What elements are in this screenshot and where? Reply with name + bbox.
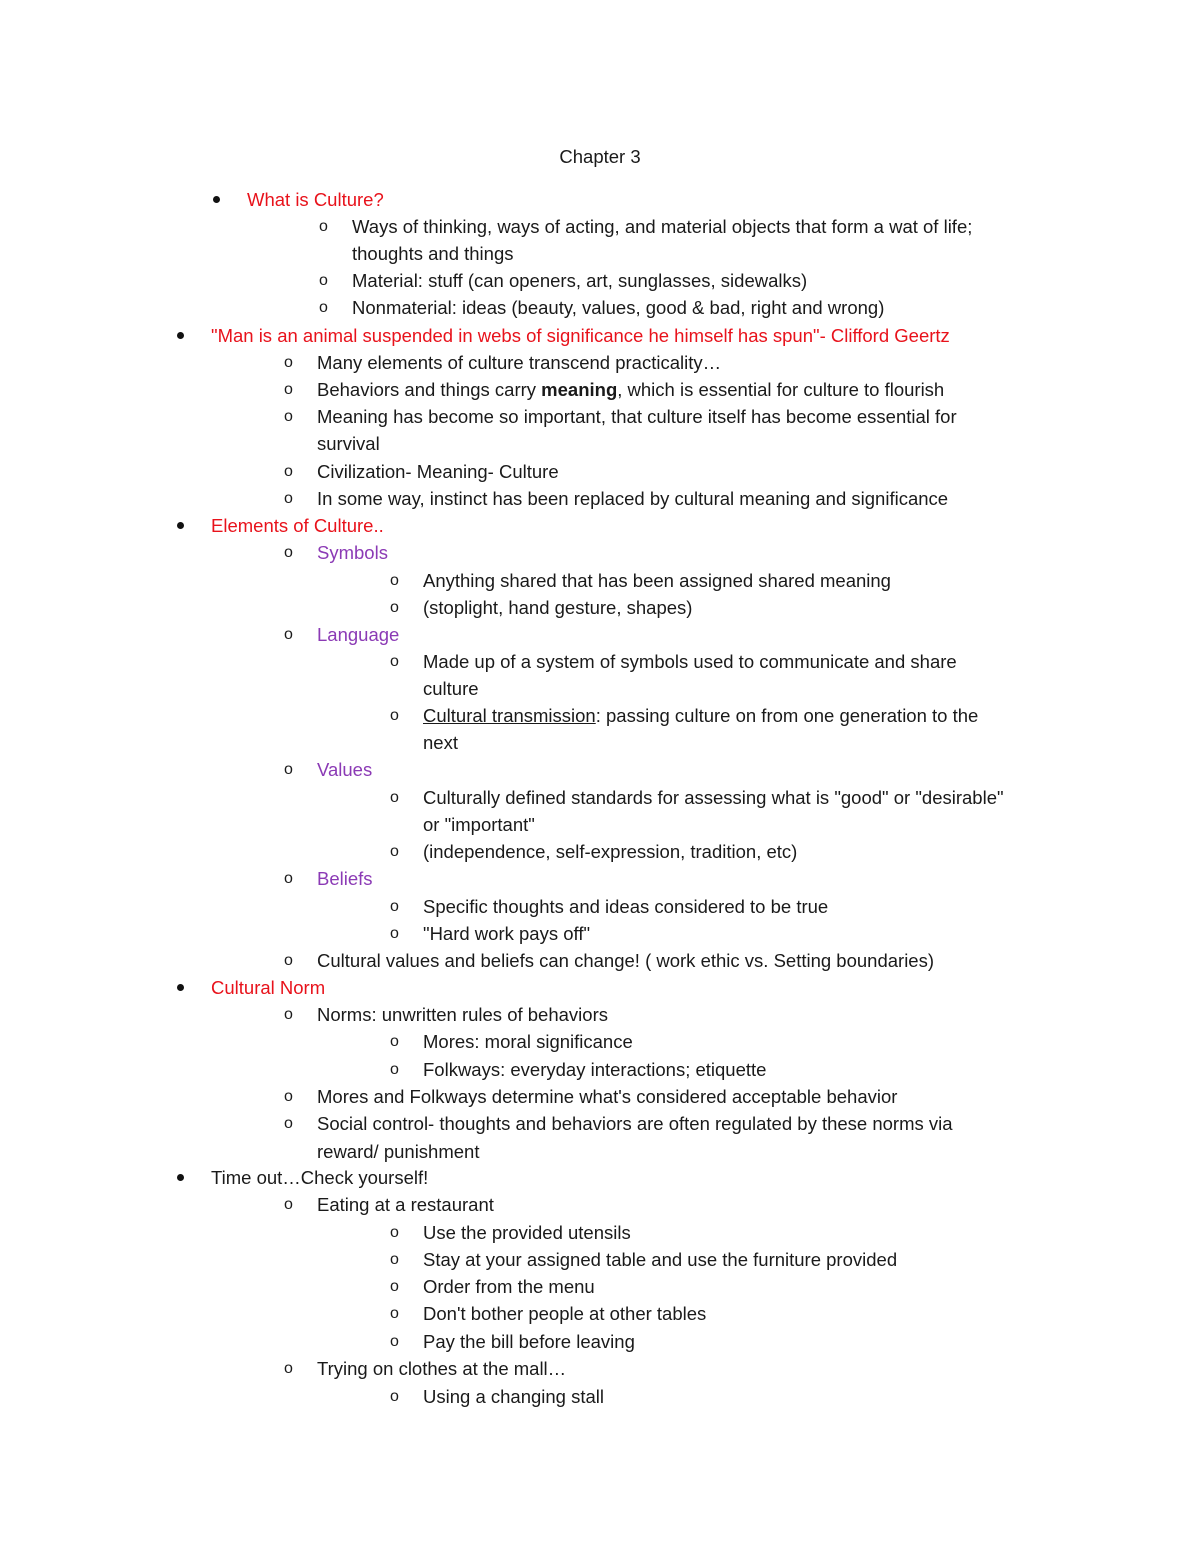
list-item: Made up of a system of symbols used to communicate and share (423, 651, 957, 672)
list-item: culture (423, 678, 479, 699)
list-item: Pay the bill before leaving (423, 1331, 635, 1352)
quote-author: - Clifford Geertz (819, 325, 950, 346)
circle-marker: o (284, 1006, 293, 1023)
list-item: (stoplight, hand gesture, shapes) (423, 597, 693, 618)
circle-marker: o (284, 761, 293, 778)
list-item: Eating at a restaurant (317, 1194, 494, 1215)
bullet-dot (177, 332, 184, 339)
list-item: thoughts and things (352, 243, 514, 264)
list-item: Folkways: everyday interactions; etiquette (423, 1059, 767, 1080)
text-run: Behaviors and things carry (317, 379, 542, 400)
circle-marker: o (390, 1061, 399, 1078)
list-item: Trying on clothes at the mall… (317, 1358, 567, 1379)
list-item: survival (317, 433, 380, 454)
list-item: Many elements of culture transcend practicality… (317, 352, 722, 373)
heading-cultural-norm: Cultural Norm (211, 977, 326, 998)
circle-marker: o (390, 1033, 399, 1050)
list-item: Ways of thinking, ways of acting, and material objects that form a wat of life; (352, 216, 973, 237)
list-item: next (423, 732, 458, 753)
list-item: or "important" (423, 814, 535, 835)
list-item: Material: stuff (can openers, art, sunglasses, sidewalks) (352, 270, 808, 291)
circle-marker: o (390, 653, 399, 670)
list-item: Civilization- Meaning- Culture (317, 461, 559, 482)
list-item: Anything shared that has been assigned shared meaning (423, 570, 891, 591)
circle-marker: o (390, 1333, 399, 1350)
circle-marker: o (390, 1278, 399, 1295)
circle-marker: o (284, 952, 293, 969)
bold-term: meaning (541, 379, 618, 400)
circle-marker: o (390, 572, 399, 589)
list-item: Order from the menu (423, 1276, 595, 1297)
circle-marker: o (390, 1224, 399, 1241)
list-item: (independence, self-expression, tradition, etc) (423, 841, 798, 862)
circle-marker: o (284, 1115, 293, 1132)
list-item: Use the provided utensils (423, 1222, 631, 1243)
list-item: Mores and Folkways determine what's considered acceptable behavior (317, 1086, 898, 1107)
circle-marker: o (284, 1360, 293, 1377)
circle-marker: o (390, 843, 399, 860)
circle-marker: o (284, 1088, 293, 1105)
circle-marker: o (319, 218, 328, 235)
circle-marker: o (284, 1196, 293, 1213)
text-run: : passing culture on from one generation to the (595, 705, 979, 726)
list-item: Social control- thoughts and behaviors are often regulated by these norms via (317, 1113, 953, 1134)
subheading-language: Language (317, 624, 400, 645)
list-item: Using a changing stall (423, 1386, 604, 1407)
circle-marker: o (284, 408, 293, 425)
list-item: Stay at your assigned table and use the furniture provided (423, 1249, 898, 1270)
circle-marker: o (390, 789, 399, 806)
circle-marker: o (319, 299, 328, 316)
circle-marker: o (390, 925, 399, 942)
circle-marker: o (284, 463, 293, 480)
heading-elements-of-culture: Elements of Culture.. (211, 515, 384, 536)
list-item: Norms: unwritten rules of behaviors (317, 1004, 608, 1025)
list-item: Cultural values and beliefs can change! ( work ethic vs. Setting boundaries) (317, 950, 935, 971)
circle-marker: o (284, 626, 293, 643)
heading-time-out: Time out…Check yourself! (211, 1167, 429, 1188)
circle-marker: o (284, 490, 293, 507)
list-item (423, 702, 978, 729)
circle-marker: o (284, 354, 293, 371)
list-item: Culturally defined standards for assessing what is "good" or "desirable" (423, 787, 1004, 808)
circle-marker: o (284, 381, 293, 398)
list-item: reward/ punishment (317, 1141, 480, 1162)
list-item: Meaning has become so important, that culture itself has become essential for (317, 406, 957, 427)
list-item: Don't bother people at other tables (423, 1303, 707, 1324)
circle-marker: o (390, 1305, 399, 1322)
bullet-dot (177, 522, 184, 529)
list-item: Nonmaterial: ideas (beauty, values, good & bad, right and wrong) (352, 297, 885, 318)
circle-marker: o (390, 1251, 399, 1268)
underlined-term: Cultural transmission (423, 705, 596, 726)
circle-marker: o (390, 707, 399, 724)
geertz-quote (211, 322, 950, 349)
circle-marker: o (319, 272, 328, 289)
list-item: In some way, instinct has been replaced by cultural meaning and significance (317, 488, 949, 509)
heading-what-is-culture: What is Culture? (247, 189, 384, 210)
list-item (317, 376, 944, 403)
text-run: , which is essential for culture to flourish (617, 379, 945, 400)
subheading-values: Values (317, 759, 373, 780)
bullet-dot (177, 984, 184, 991)
subheading-symbols: Symbols (317, 542, 388, 563)
circle-marker: o (390, 898, 399, 915)
circle-marker: o (284, 870, 293, 887)
bullet-dot (177, 1174, 184, 1181)
bullet-dot (213, 196, 220, 203)
list-item: "Hard work pays off" (423, 923, 591, 944)
circle-marker: o (284, 544, 293, 561)
circle-marker: o (390, 1388, 399, 1405)
page-title: Chapter 3 (559, 146, 641, 167)
list-item: Specific thoughts and ideas considered to be true (423, 896, 829, 917)
subheading-beliefs: Beliefs (317, 868, 373, 889)
list-item: Mores: moral significance (423, 1031, 633, 1052)
circle-marker: o (390, 599, 399, 616)
quote-text: "Man is an animal suspended in webs of significance he himself has spun" (211, 325, 820, 346)
